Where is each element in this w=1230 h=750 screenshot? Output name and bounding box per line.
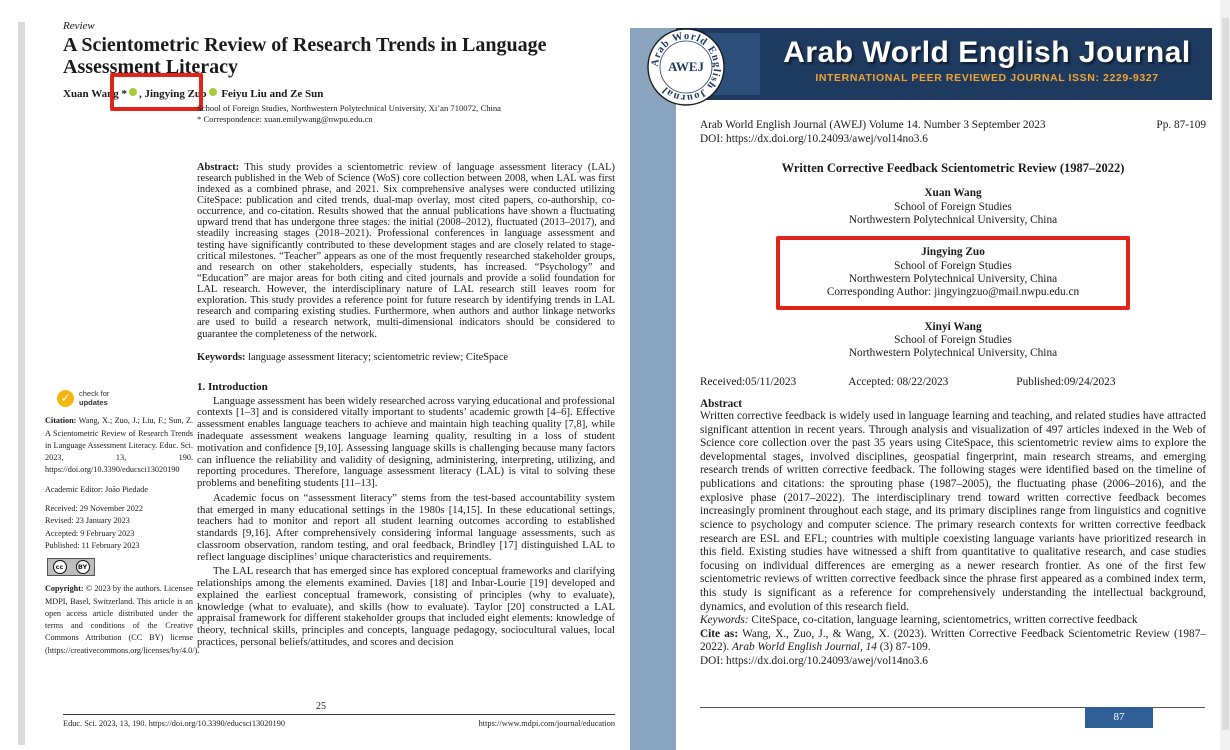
- author-name: Xuan Wang: [924, 187, 982, 200]
- footer-journal-url[interactable]: https://www.mdpi.com/journal/education: [478, 719, 615, 728]
- left-sidebar: [45, 389, 200, 664]
- intro-heading: 1. Introduction: [197, 380, 268, 393]
- date-received: Received: 29 November 2022: [45, 504, 143, 514]
- orcid-icon[interactable]: [209, 88, 217, 96]
- cc-icon: cc: [53, 560, 67, 574]
- author-name: Xinyi Wang: [924, 320, 982, 333]
- awej-logo-svg: [646, 27, 726, 107]
- left-page-edge-bar: [18, 22, 25, 745]
- author-name: Jingying Zuo: [921, 246, 985, 259]
- author-affil-line1: School of Foreign Studies: [894, 200, 1012, 213]
- citation-block: [45, 415, 193, 476]
- affiliation-block: [197, 103, 615, 126]
- left-main-column: [197, 103, 615, 649]
- awej-logo-center-text: AWEJ: [667, 59, 705, 74]
- doi-bottom-line[interactable]: DOI: https://dx.doi.org/10.24093/awej/vol14no3.6: [700, 655, 928, 668]
- pages-label: Pp. 87-109: [1156, 119, 1206, 131]
- journal-banner-title: Arab World English Journal: [783, 36, 1191, 69]
- mdpi-paper-page: [25, 0, 617, 750]
- cite-as-pages: (3) 87-109.: [876, 641, 931, 654]
- affiliation-line: School of Foreign Studies, Northwestern Polytechnical University, Xi’an 710072, China: [197, 103, 501, 113]
- date-published: Published: 11 February 2023: [45, 540, 140, 550]
- by-icon: BY: [76, 560, 90, 574]
- author-xuan-wang: Xuan Wang *: [63, 87, 127, 100]
- abstract-heading: Abstract: [700, 398, 743, 411]
- copyright-text: © 2023 by the authors. Licensee MDPI, Basel, Switzerland. This article is an open access article distributed under the terms and conditions of the Creative Commons Attribution (CC BY) license (https://creativecommons.org/licenses/by/4.0/).: [45, 584, 200, 655]
- right-abstract: Written corrective feedback is widely used in language learning and teaching, and related studies have attracted significant attention in recent years. Through analysis and visualization of 497 articles indexed in the Web of Science core collection over the past 35 years using CiteSpace, this scientometric review aims to explore the developmental stages, involved disciplines, geospatial fingerprint, main research streams, and emerging research trends of written corrective feedback. The following stages were identified based on the timeline of publications and citations: the sprouting phase (1987–2005), the fluctuating phase (2006–2016), and the explosive phase (2017–2022). The interdisciplinary trend toward written corrective feedback becomes increasingly prominent throughout each stage, and its primary disciplines range from linguistics and cognitive science to psychology and computer science. The primary research contexts for written corrective feedback research are ESL and EFL; countries with multiple coexisting language variants have prioritized research in this field. Existing studies have witnessed a shift from quantitative to qualitative research, and case studies focusing on individual differences are emerging as a newer research frontier. As one of the first few scientometric reviews of written corrective feedback since the phrase first appeared as a combined index term, this study is significant as a reference for comprehensively understanding the intellectual background, dynamics, and evolution of this research field.: [700, 410, 1206, 613]
- date-revised: Revised: 23 January 2023: [45, 516, 130, 526]
- scrollbar-thumb[interactable]: [1222, 18, 1229, 730]
- left-abstract: [197, 162, 615, 340]
- intro-paragraph-3: The LAL research that has emerged since has explored conceptual frameworks and clarifying relationships among the elements examined. Davies [18] and Inbar-Lourie [19] developed and explained the earliest conceptual framework, consisting of principles (why to evaluate), knowledge (what to evaluate), and skills (how to evaluate). Taylor [20] constructed a LAL appraisal framework for different stakeholder groups that included eight elements: knowledge of theory, technical skills, principles and concepts, language pedagogy, sociocultural values, local practices, personal beliefs/attitudes, and scores and decision: [197, 565, 615, 648]
- author-affil-line1: School of Foreign Studies: [894, 333, 1012, 346]
- received-date: Received:05/11/2023: [700, 375, 797, 388]
- abstract-text: This study provides a scientometric review of language assessment literacy (LAL) research published in the Web of Science (WoS) core collection between 2008, when LAL was first indexed as a combined phrase, and 2021. Six comprehensive analyses were conducted utilizing CiteSpace: publication and cited trends, dual-map overlay, most cited papers, co-authorship, co-occurrence, and co-citation. Results showed that the annual publications have shown a fluctuating upward trend that has undergone three stages: the initial (2008–2012), fluctuated (2013–2017), and steadily increasing stages (2018–2021). Professional conferences in language assessment and testing have significantly contributed to these development stages and are closely related to stage-critical milestones. “Teacher” appears as one of the most frequently researched stakeholder groups, and research on other stakeholders, especially students, has increased. “Psychology” and “Education” are major areas for both citing and cited journals and provide a solid foundation for LAL research. However, the interdisciplinary nature of LAL research still leaves room for exploration. This study provides a reference point for future research by identifying trends in LAL research and comparing existing studies. Furthermore, when authors and author linkage networks are used to build a research network, multi-dimensional indicators should be considered to guarantee the completeness of the network.: [197, 161, 615, 340]
- cite-as-text: Wang, X., Zuo, J., & Wang, X. (2023). Written Corrective Feedback Scientometric Review (1987–2022).: [700, 627, 1206, 654]
- scrollbar-track[interactable]: [1220, 0, 1230, 750]
- cc-by-license-icon[interactable]: [47, 558, 95, 576]
- left-page-number: 25: [316, 701, 326, 712]
- annotation-box-left-author: [110, 73, 203, 111]
- cite-as-block: [700, 628, 1206, 655]
- right-page-number-box: 87: [1085, 707, 1153, 728]
- journal-banner-subtitle: INTERNATIONAL PEER REVIEWED JOURNAL ISSN: 2229-9327: [815, 72, 1159, 84]
- check-updates-label: check for updates: [79, 389, 110, 407]
- footer-citation[interactable]: Educ. Sci. 2023, 13, 190. https://doi.org/10.3390/educsci13020190: [63, 719, 286, 728]
- intro-paragraph-2: Academic focus on “assessment literacy” stems from the test-based accountability system that emerged in many educational settings in the 1980s [14,15]. In these educational settings, teachers had to monitor and report all student learning outcomes according to established standards [9,16]. After comprehensively considering informal language assessments, such as classroom observation, random testing, and oral feedback, Brindley [17] distinguished LAL to reflect language disciplines’ unique characteristics and requirements.: [197, 491, 615, 563]
- doi-line[interactable]: DOI: https://dx.doi.org/10.24093/awej/vol14no3.6: [700, 133, 928, 146]
- check-for-updates-badge[interactable]: [57, 390, 193, 407]
- corresponding-author-line[interactable]: Corresponding Author: jingyingzuo@mail.nwpu.edu.cn: [826, 286, 1080, 299]
- keywords-label: Keywords:: [197, 351, 246, 363]
- article-type-label: Review: [63, 20, 95, 32]
- journal-info-row: [700, 118, 1206, 132]
- accepted-date: Accepted: 08/22/2023: [848, 375, 949, 388]
- copyright-block: [45, 583, 200, 657]
- annotation-box-right-author: [776, 236, 1130, 309]
- awej-left-strip: [630, 28, 676, 750]
- awej-banner: [649, 28, 1212, 104]
- awej-content: [700, 118, 1206, 669]
- published-date: Published:09/24/2023: [1016, 375, 1116, 388]
- author-jingying-zuo: , Jingying Zuo: [139, 87, 207, 100]
- awej-logo-ring-text: Arab World English Journal: [649, 30, 723, 104]
- right-article-title: Written Corrective Feedback Scientometric Review (1987–2022): [781, 161, 1125, 176]
- date-accepted: Accepted: 9 February 2023: [45, 528, 135, 538]
- keywords-text: CiteSpace, co-citation, language learning, scientometrics, written corrective feedback: [748, 614, 1138, 627]
- intro-paragraph-1: Language assessment has been widely researched across varying educational and professional contexts [1–3] and is considered vitally important to students’ academic growth [4–6]. Effective assessment enables language teachers to achieve and maintain high teaching quality [7,8], while inadequate assessment weakens language learning quality, resulting in a loss of student motivation and confidence [9,10]. Assessing language skills is challenging because many factors can influence the reliability and validity of designing, administering, interpreting, utilizing, and reporting procedures. Therefore, language assessment literacy (LAL) is vital to solving these problems and benefiting students [11–13].: [197, 394, 615, 490]
- keywords-label: Keywords:: [700, 614, 749, 627]
- correspondence-line[interactable]: * Correspondence: xuan.emilywang@nwpu.edu.cn: [197, 114, 373, 125]
- author-block-1: [700, 187, 1206, 227]
- cite-as-journal: Arab World English Journal, 14: [732, 641, 877, 654]
- academic-editor: Academic Editor: João Piedade: [45, 484, 148, 494]
- author-affil-line2: Northwestern Polytechnical University, China: [848, 272, 1058, 285]
- author-block-2: [780, 246, 1126, 299]
- author-affil-line2: Northwestern Polytechnical University, China: [848, 347, 1058, 360]
- author-affil-line1: School of Foreign Studies: [894, 259, 1012, 272]
- keywords-text: language assessment literacy; scientometric review; CiteSpace: [245, 351, 509, 363]
- left-footer: [63, 719, 615, 728]
- journal-volume-line: Arab World English Journal (AWEJ) Volume 14. Number 3 September 2023: [700, 119, 1046, 131]
- awej-logo: [646, 27, 726, 107]
- dates-row: [700, 376, 1206, 390]
- author-affil-line2: Northwestern Polytechnical University, China: [848, 213, 1058, 226]
- citation-text[interactable]: Wang, X.; Zuo, J.; Liu, F.; Sun, Z. A Scientometric Review of Research Trends in Language Assessment Literacy. Educ. Sci. 2023, 13, 190. https://doi.org/10.3390/educsci13020190: [45, 416, 193, 475]
- copyright-label: Copyright:: [45, 584, 84, 594]
- left-keywords: [197, 352, 615, 363]
- citation-label: Citation:: [45, 416, 77, 426]
- left-footer-rule: [63, 714, 615, 715]
- cite-as-label: Cite as:: [700, 627, 739, 640]
- right-keywords: [700, 614, 1206, 628]
- left-article-title: A Scientometric Review of Research Trends in Language Assessment Literacy: [63, 34, 547, 79]
- author-others: Feiyu Liu and Ze Sun: [221, 87, 324, 100]
- abstract-label: Abstract:: [197, 161, 240, 173]
- check-icon: ✓: [57, 390, 74, 407]
- author-block-3: [700, 321, 1206, 361]
